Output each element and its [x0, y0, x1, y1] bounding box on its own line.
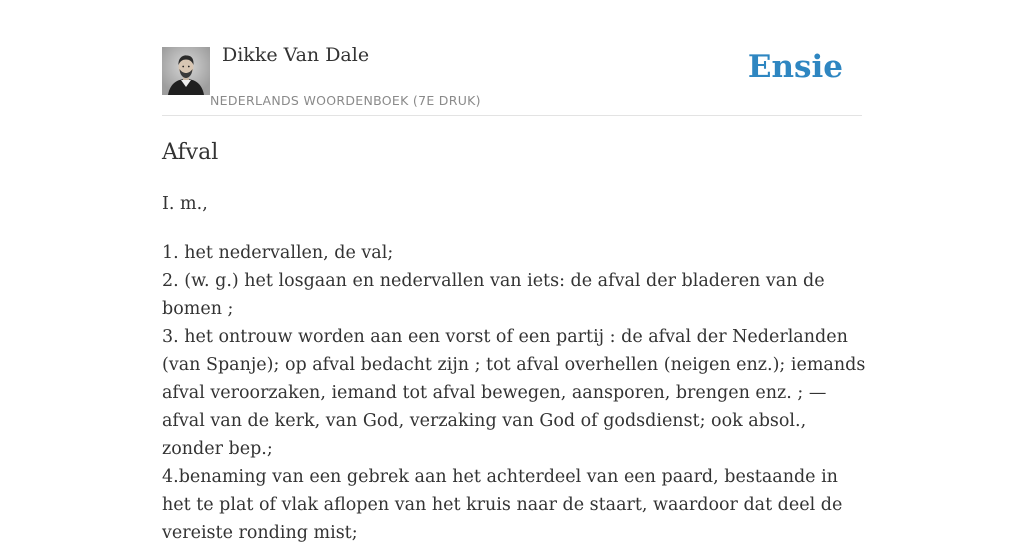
author-portrait-icon	[162, 47, 210, 95]
content-container	[162, 0, 866, 543]
grammar-label: I. m.,	[162, 194, 208, 214]
entry-title: Afval	[162, 140, 219, 165]
definitions-list	[162, 239, 866, 547]
definition-item: 1. het nedervallen, de val;	[162, 243, 394, 263]
definition-item: 3. het ontrouw worden aan een vorst of een partij : de afval der Nederlanden (van Spanje); op afval bedacht zijn ; tot afval overhellen (neigen enz.); iemands afval veroorzaken, iemand tot afval bewegen, aansporen, brengen enz. ; — afval van de kerk, van God, verzaking van God of godsdienst; ook absol., zonder bep.;	[162, 327, 866, 459]
author-name[interactable]: Dikke Van Dale	[222, 44, 370, 66]
header	[162, 0, 862, 116]
brand-logo[interactable]: Ensie	[747, 49, 843, 85]
author-avatar[interactable]	[162, 47, 210, 95]
source-label[interactable]: NEDERLANDS WOORDENBOEK (7E DRUK)	[210, 93, 481, 108]
definition-item: 2. (w. g.) het losgaan en nedervallen van iets: de afval der bladeren van de bomen ;	[162, 271, 825, 319]
definition-item: 4.benaming van een gebrek aan het achterdeel van een paard, bestaande in het te plat of vlak aflopen van het kruis naar de staart, waardoor dat deel de vereiste ronding mist;	[162, 467, 843, 543]
